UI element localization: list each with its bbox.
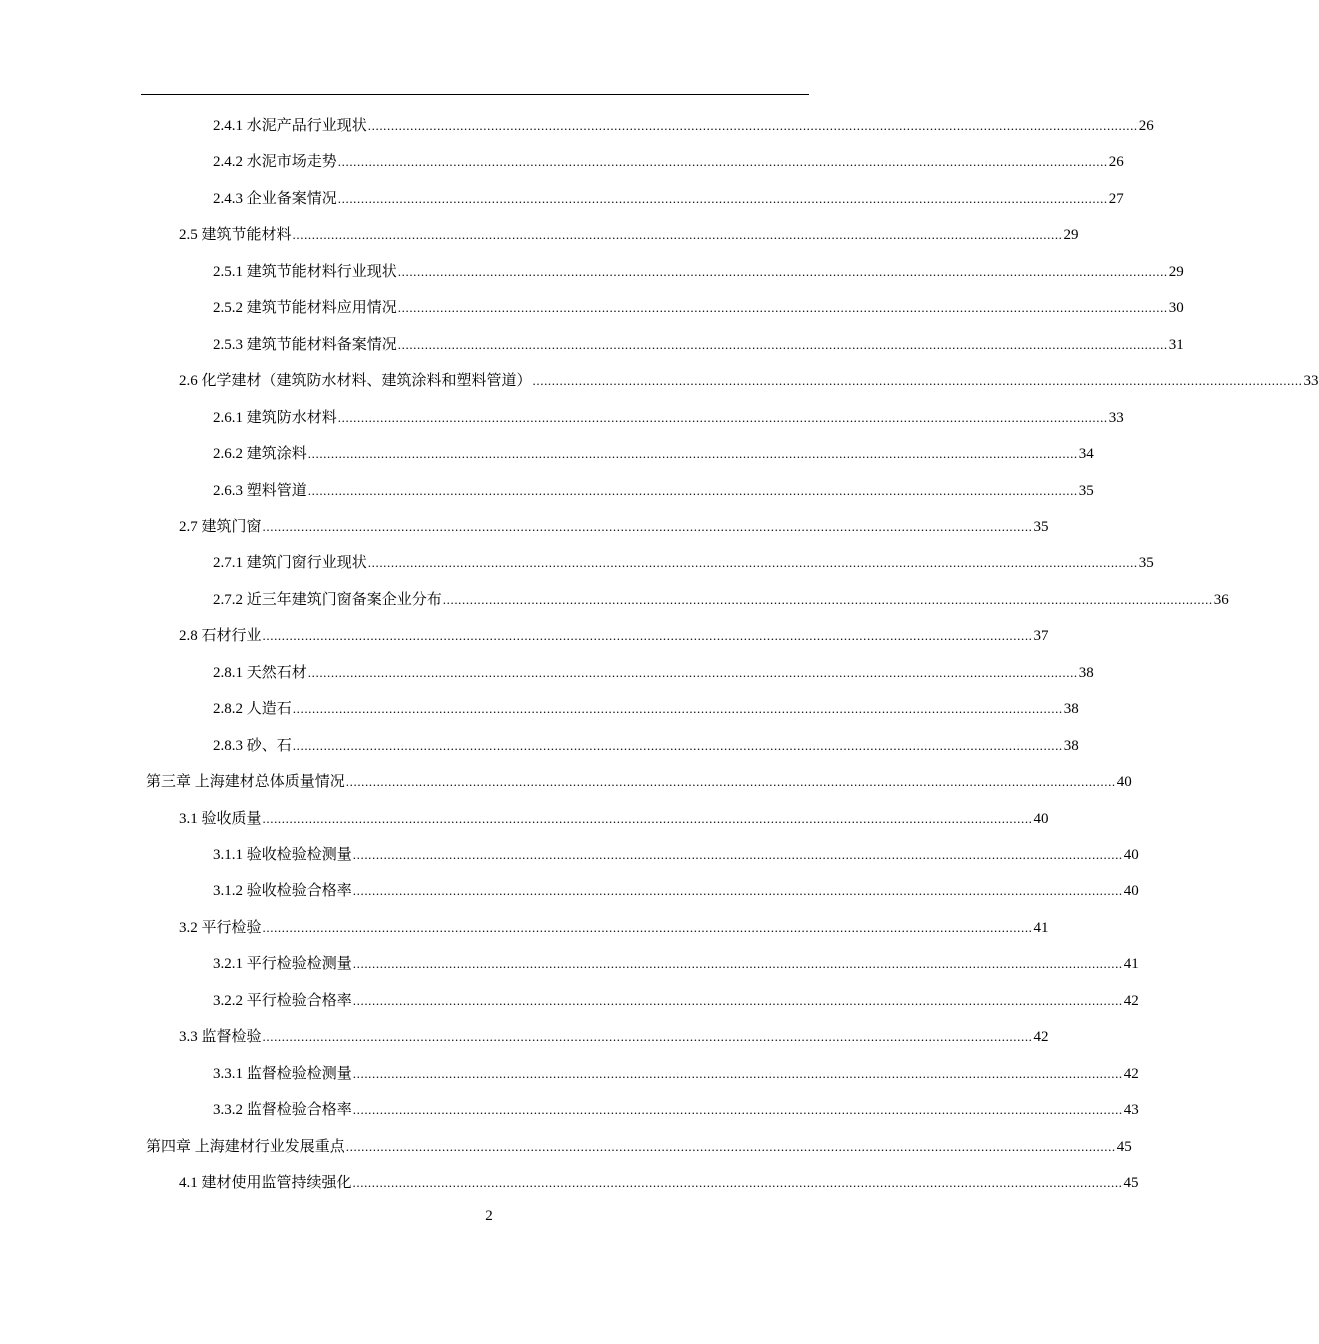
dot-leader: ........................................................................................................................................................................................................: [352, 992, 1123, 1008]
dot-leader: ........................................................................................................................................................................................................: [262, 919, 1033, 935]
toc-entry-title: 4.1 建材使用监管持续强化: [179, 1175, 352, 1192]
toc-entry-page: 38: [1063, 737, 1079, 754]
header-rule: [141, 94, 809, 95]
dot-leader: ........................................................................................................................................................................................................: [345, 774, 1116, 790]
toc-entry[interactable]: [179, 1025, 1049, 1049]
toc-entry-page: 31: [1168, 336, 1184, 353]
toc-entry-title: 3.3.1 监督检验检测量: [213, 1065, 352, 1082]
dot-leader: ........................................................................................................................................................................................................: [262, 1029, 1033, 1045]
toc-entry-title: 2.5.1 建筑节能材料行业现状: [213, 263, 397, 280]
dot-leader: ........................................................................................................................................................................................................: [292, 737, 1063, 753]
toc-entry[interactable]: [213, 479, 1094, 503]
toc-entry-page: 37: [1033, 628, 1049, 645]
toc-entry-page: 41: [1033, 919, 1049, 936]
toc-entry-title: 2.6.2 建筑涂料: [213, 446, 307, 463]
toc-entry-page: 27: [1108, 190, 1124, 207]
toc-entry-page: 36: [1213, 591, 1229, 608]
dot-leader: ........................................................................................................................................................................................................: [532, 373, 1303, 389]
toc-entry[interactable]: [213, 1098, 1139, 1122]
toc-entry[interactable]: [179, 624, 1049, 648]
toc-entry-title: 2.8.3 砂、石: [213, 737, 292, 754]
dot-leader: ........................................................................................................................................................................................................: [352, 956, 1123, 972]
toc-entry[interactable]: [213, 260, 1184, 284]
toc-entry-page: 30: [1168, 300, 1184, 317]
dot-leader: ........................................................................................................................................................................................................: [337, 409, 1108, 425]
dot-leader: ........................................................................................................................................................................................................: [292, 227, 1063, 243]
toc-entry[interactable]: [213, 551, 1154, 575]
toc-entry-title: 2.6.1 建筑防水材料: [213, 409, 337, 426]
toc-entry-page: 35: [1138, 555, 1154, 572]
toc-entry-page: 42: [1123, 992, 1139, 1009]
dot-leader: ........................................................................................................................................................................................................: [307, 664, 1078, 680]
toc-entry-title: 3.1.2 验收检验合格率: [213, 883, 352, 900]
dot-leader: ........................................................................................................................................................................................................: [337, 190, 1108, 206]
dot-leader: ........................................................................................................................................................................................................: [337, 154, 1108, 170]
toc-entry-page: 26: [1108, 154, 1124, 171]
toc-entry[interactable]: [213, 843, 1139, 867]
dot-leader: ........................................................................................................................................................................................................: [352, 883, 1123, 899]
dot-leader: ........................................................................................................................................................................................................: [397, 336, 1168, 352]
dot-leader: ........................................................................................................................................................................................................: [307, 446, 1078, 462]
toc-entry-title: 2.8 石材行业: [179, 628, 262, 645]
toc-entry-page: 45: [1116, 1138, 1132, 1155]
toc-entry[interactable]: [213, 879, 1139, 903]
toc-entry-title: 3.3 监督检验: [179, 1029, 262, 1046]
toc-entry[interactable]: [213, 333, 1184, 357]
dot-leader: ........................................................................................................................................................................................................: [292, 701, 1063, 717]
toc-entry-page: 40: [1033, 810, 1049, 827]
toc-entry-title: 2.4.3 企业备案情况: [213, 190, 337, 207]
dot-leader: ........................................................................................................................................................................................................: [352, 1175, 1123, 1191]
toc-entry[interactable]: [213, 406, 1124, 430]
toc-entry-page: 42: [1123, 1065, 1139, 1082]
toc-entry[interactable]: [213, 296, 1184, 320]
toc-entry-page: 35: [1078, 482, 1094, 499]
toc-entry[interactable]: [213, 114, 1154, 138]
dot-leader: ........................................................................................................................................................................................................: [352, 1102, 1123, 1118]
toc-entry-page: 38: [1063, 701, 1079, 718]
toc-entry-title: 第四章 上海建材行业发展重点: [146, 1138, 345, 1155]
toc-entry[interactable]: [213, 952, 1139, 976]
toc-entry-title: 2.4.2 水泥市场走势: [213, 154, 337, 171]
toc-entry[interactable]: [213, 588, 1229, 612]
toc-entry-page: 38: [1078, 664, 1094, 681]
toc-entry-page: 43: [1123, 1102, 1139, 1119]
dot-leader: ........................................................................................................................................................................................................: [367, 555, 1138, 571]
toc-entry[interactable]: [179, 369, 1319, 393]
page-number: 2: [485, 1208, 493, 1224]
toc-entry-page: 33: [1303, 373, 1319, 390]
toc-entry-page: 29: [1063, 227, 1079, 244]
dot-leader: ........................................................................................................................................................................................................: [262, 628, 1033, 644]
dot-leader: ........................................................................................................................................................................................................: [262, 518, 1033, 534]
toc-entry-title: 2.6.3 塑料管道: [213, 482, 307, 499]
toc-entry[interactable]: [213, 697, 1079, 721]
dot-leader: ........................................................................................................................................................................................................: [397, 263, 1168, 279]
toc-entry[interactable]: [213, 661, 1094, 685]
toc-entry-page: 34: [1078, 446, 1094, 463]
toc-entry[interactable]: [179, 1171, 1139, 1195]
toc-entry-title: 3.2.1 平行检验检测量: [213, 956, 352, 973]
toc-entry[interactable]: [146, 770, 1132, 794]
toc-entry[interactable]: [179, 223, 1079, 247]
toc-entry-title: 2.7.1 建筑门窗行业现状: [213, 555, 367, 572]
toc-entry-title: 3.1.1 验收检验检测量: [213, 847, 352, 863]
toc-entry[interactable]: [213, 989, 1139, 1013]
toc-entry-title: 2.4.1 水泥产品行业现状: [213, 118, 367, 134]
toc-entry[interactable]: [146, 1135, 1132, 1159]
toc-entry-page: 40: [1123, 847, 1139, 863]
toc-entry[interactable]: [179, 515, 1049, 539]
dot-leader: ........................................................................................................................................................................................................: [352, 847, 1123, 862]
toc-entry-title: 2.5 建筑节能材料: [179, 227, 292, 244]
toc-entry-page: 40: [1116, 774, 1132, 791]
toc-entry-page: 35: [1033, 518, 1049, 535]
toc-entry-title: 3.2 平行检验: [179, 919, 262, 936]
toc-entry-page: 33: [1108, 409, 1124, 426]
toc-entry-page: 42: [1033, 1029, 1049, 1046]
toc-entry-page: 45: [1123, 1175, 1139, 1192]
toc-entry[interactable]: [179, 807, 1049, 831]
toc-entry-title: 2.7 建筑门窗: [179, 518, 262, 535]
toc-entry[interactable]: [213, 187, 1124, 211]
toc-entry[interactable]: [213, 442, 1094, 466]
toc-entry-title: 第三章 上海建材总体质量情况: [146, 774, 345, 791]
toc-entry-page: 29: [1168, 263, 1184, 280]
toc-entry-page: 41: [1123, 956, 1139, 973]
toc-entry-title: 2.5.3 建筑节能材料备案情况: [213, 336, 397, 353]
toc-entry-title: 2.6 化学建材（建筑防水材料、建筑涂料和塑料管道）: [179, 373, 532, 390]
toc-entry[interactable]: [213, 734, 1079, 758]
dot-leader: ........................................................................................................................................................................................................: [262, 810, 1033, 826]
dot-leader: ........................................................................................................................................................................................................: [367, 118, 1138, 133]
dot-leader: ........................................................................................................................................................................................................: [307, 482, 1078, 498]
toc-entry-title: 2.5.2 建筑节能材料应用情况: [213, 300, 397, 317]
dot-leader: ........................................................................................................................................................................................................: [345, 1138, 1116, 1154]
toc-entry-title: 2.8.1 天然石材: [213, 664, 307, 681]
toc-entry-title: 3.2.2 平行检验合格率: [213, 992, 352, 1009]
toc-entry-title: 2.8.2 人造石: [213, 701, 292, 718]
toc-entry-title: 2.7.2 近三年建筑门窗备案企业分布: [213, 591, 442, 608]
dot-leader: ........................................................................................................................................................................................................: [397, 300, 1168, 316]
toc-entry[interactable]: [179, 916, 1049, 940]
toc-entry-title: 3.1 验收质量: [179, 810, 262, 827]
toc-entry-page: 40: [1123, 883, 1139, 900]
toc-entry[interactable]: [213, 150, 1124, 174]
toc-entry-title: 3.3.2 监督检验合格率: [213, 1102, 352, 1119]
dot-leader: ........................................................................................................................................................................................................: [442, 591, 1213, 607]
toc-entry-page: 26: [1138, 118, 1154, 134]
toc-entry[interactable]: [213, 1062, 1139, 1086]
dot-leader: ........................................................................................................................................................................................................: [352, 1065, 1123, 1081]
